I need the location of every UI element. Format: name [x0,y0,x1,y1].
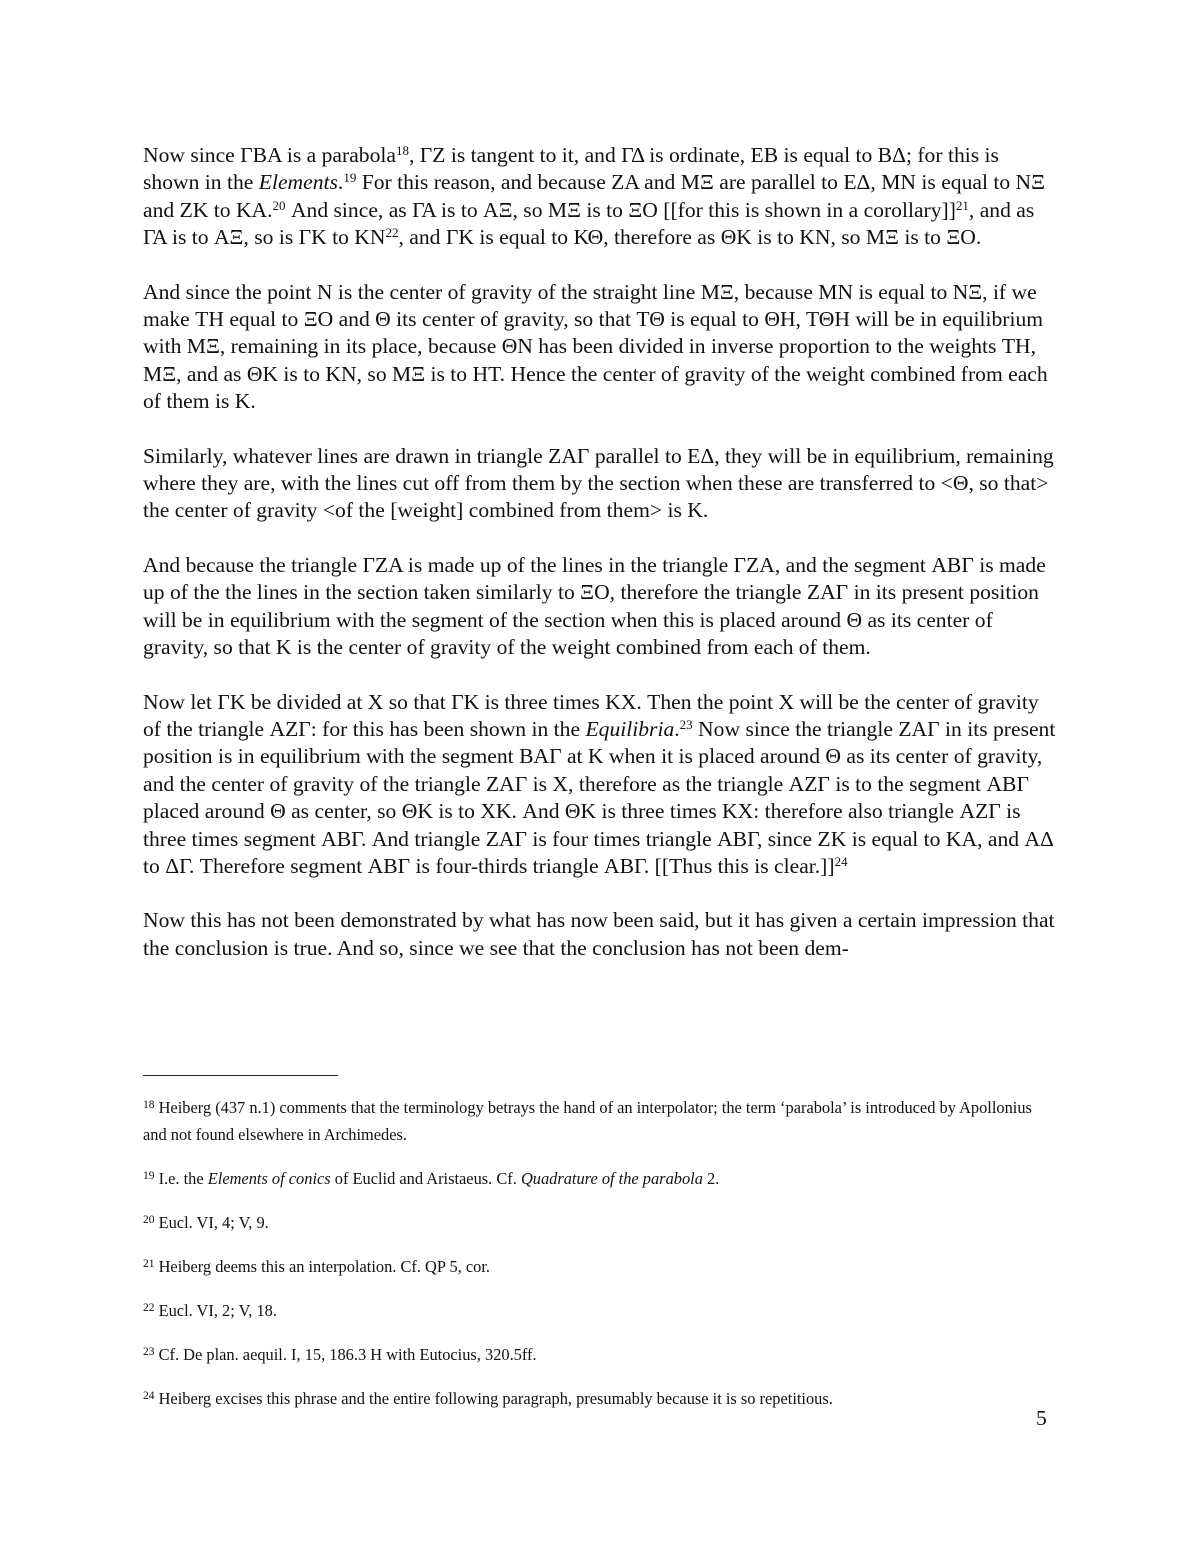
text-segment: Similarly, whatever lines are drawn in triangle ΖΑΓ parallel to ΕΔ, they will be in equilibrium, remaining where they are, with the lines cut off from them by the section when these are transferred to <Θ, so that> the center of gravity <of the [weight] combined from them> is Κ. [143,443,1054,523]
italic-text: Elements [258,170,338,195]
footnote [143,1297,1059,1324]
text-segment: Eucl. VI, 4; V, 9. [154,1213,269,1232]
text-segment: And since the point Ν is the center of gravity of the straight line ΜΞ, because ΜΝ is equal to ΝΞ, if we make ΤΗ equal to ΞΟ and Θ its center of gravity, so that ΤΘ is equal to ΘΗ, ΤΘΗ will be in equilibrium with ΜΞ, remaining in its place, because ΘΝ has been divided in inverse proportion to the weights ΤΗ, ΜΞ, and as ΘΚ is to ΚΝ, so ΜΞ is to ΗΤ. Hence the center of gravity of the weight combined from each of them is Κ. [143,279,1048,414]
text-segment: . [337,170,344,195]
footnote-ref: 20 [272,197,286,213]
paragraph [143,552,1059,662]
footnotes [143,1094,1059,1429]
italic-text: Equilibria [585,716,675,741]
footnote-ref: 24 [834,853,848,869]
text-segment: Now let ΓΚ be divided at Χ so that ΓΚ is three times ΚΧ. Then the point Χ will be the center of gravity of the triangle ΑΖΓ: for this has been shown in the [143,689,1039,741]
italic-text: Quadrature of the parabola [520,1169,703,1188]
text-segment: Heiberg (437 n.1) comments that the terminology betrays the hand of an interpolator; the term ‘parabola’ is introduced by Apollonius and not found elsewhere in Archimedes. [143,1098,1032,1144]
footnote-ref: 19 [343,170,357,186]
text-segment: . [674,716,680,741]
text-segment: Now this has not been demonstrated by what has now been said, but it has given a certain impression that the conclusion is true. And so, since we see that the conclusion has not been dem- [143,908,1055,960]
footnote-ref: 23 [143,1346,155,1358]
text-segment: Eucl. VI, 2; V, 18. [154,1301,277,1320]
page-number: 5 [1036,1406,1047,1430]
text-segment: Cf. De plan. aequil. I, 15, 186.3 H with Eutocius, 320.5ff. [154,1345,537,1364]
text-segment: , and ΓΚ is equal to ΚΘ, therefore as ΘΚ is to ΚΝ, so ΜΞ is to ΞΟ. [398,225,982,250]
footnote-ref: 21 [143,1258,155,1270]
footnote [143,1341,1059,1368]
paragraph [143,279,1059,416]
paragraph [143,443,1059,525]
footnote-ref: 22 [385,225,399,241]
footnote-ref: 19 [143,1170,155,1182]
footnote [143,1165,1059,1192]
text-segment: And because the triangle ΓΖΑ is made up of the lines in the triangle ΓΖΑ, and the segment ΑΒΓ is made up of the the lines in the section taken similarly to ΞΟ, therefore the triangle ΖΑΓ in its present position will be in equilibrium with the segment of the section when this is placed around Θ as its center of gravity, so that Κ is the center of gravity of the weight combined from each of them. [143,552,1046,660]
text-segment: I.e. the [154,1169,208,1188]
footnote [143,1253,1059,1280]
footnote [143,1209,1059,1236]
text-segment: Heiberg excises this phrase and the entire following paragraph, presumably because it is so repetitious. [154,1389,833,1408]
footnote [143,1385,1059,1412]
text-segment: And since, as ΓΑ is to ΑΞ, so ΜΞ is to ΞΟ [[for this is shown in a corollary]] [285,197,956,222]
text-segment: Heiberg deems this an interpolation. Cf. QP 5, cor. [154,1257,490,1276]
footnote-ref: 22 [143,1302,155,1314]
main-text [143,142,1059,989]
text-segment: For this reason, and because ΖΑ and ΜΞ are parallel to ΕΔ, ΜΝ is equal to ΝΞ and ΖΚ to ΚΑ. [143,170,1046,222]
footnote-ref: 20 [143,1214,155,1226]
footnote-ref: 18 [143,1099,155,1111]
footnote-ref: 18 [395,143,409,158]
footnote-ref: 24 [143,1390,155,1402]
text-segment: Now since ΓΒΑ is a parabola [143,143,396,167]
footnote [143,1094,1059,1148]
text-segment: 2. [702,1169,720,1188]
footnote-separator [143,1075,338,1076]
paragraph [143,689,1059,881]
paragraph [143,907,1059,962]
text-segment: , ΓΖ is tangent to it, and ΓΔ is ordinate, ΕΒ is equal to ΒΔ; for this is shown in the [143,143,999,195]
text-segment: Now since the triangle ΖΑΓ in its present position is in equilibrium with the segment ΒΑΓ at Κ when it is placed around Θ as its center of gravity, and the center of gravity of the triangle ΖΑΓ is Χ, therefore as the triangle ΑΖΓ is to the segment ΑΒΓ placed around Θ as center, so ΘΚ is to ΧΚ. And ΘΚ is three times ΚΧ: therefore also triangle ΑΖΓ is three times segment ΑΒΓ. And triangle ΖΑΓ is four times triangle ΑΒΓ, since ΖΚ is equal to ΚΑ, and ΑΔ to ΔΓ. Therefore segment ΑΒΓ is four-thirds triangle ΑΒΓ. [[Thus this is clear.]] [143,716,1056,878]
paragraph [143,142,1059,252]
footnote-ref: 21 [955,197,969,213]
footnote-ref: 23 [679,716,693,732]
text-segment: , and as ΓΑ is to ΑΞ, so is ΓΚ to ΚΝ [143,197,1035,250]
italic-text: Elements of conics [207,1169,331,1188]
text-segment: of Euclid and Aristaeus. Cf. [330,1169,521,1188]
